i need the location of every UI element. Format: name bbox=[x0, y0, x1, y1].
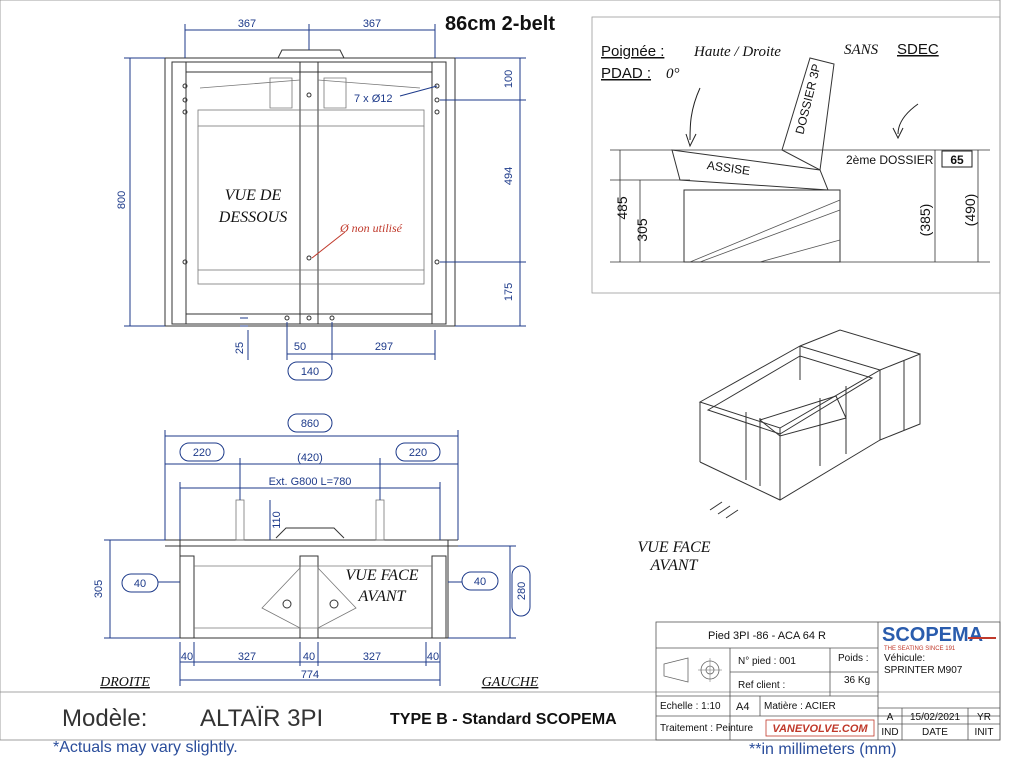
model-label: Modèle: bbox=[62, 705, 148, 732]
pdad-label: PDAD : bbox=[601, 65, 652, 82]
revision: A bbox=[886, 712, 894, 723]
revision-date: 15/02/2021 bbox=[909, 712, 961, 723]
dim-25: 25 bbox=[234, 341, 246, 355]
note-units: **in millimeters (mm) bbox=[749, 741, 897, 758]
foot-number: N° pied : 001 bbox=[738, 656, 796, 667]
dim-297: 297 bbox=[374, 341, 394, 353]
col-init: INIT bbox=[974, 727, 994, 738]
bottom-dim-40-b: 40 bbox=[302, 651, 316, 663]
unused-hole-callout: Ø non utilisé bbox=[340, 221, 402, 235]
dim-220-right: 220 bbox=[408, 447, 428, 459]
dim-860: 860 bbox=[300, 418, 320, 430]
top-view-title-2: DESSOUS bbox=[218, 209, 288, 226]
top-view bbox=[116, 18, 526, 380]
col-date: DATE bbox=[922, 727, 948, 738]
ext-length: Ext. G800 L=780 bbox=[268, 476, 352, 488]
title-block bbox=[656, 622, 1000, 740]
dim-774: 774 bbox=[300, 669, 320, 681]
paper-format: A4 bbox=[736, 701, 750, 713]
client-ref: Ref client : bbox=[738, 680, 786, 691]
poignee-label: Poignée : bbox=[601, 43, 665, 60]
poignee-value: Haute / Droite bbox=[694, 44, 781, 60]
dim-175: 175 bbox=[503, 282, 515, 302]
front-view bbox=[93, 414, 539, 690]
height-385: (385) bbox=[917, 203, 933, 237]
dim-50: 50 bbox=[293, 341, 307, 353]
dim-305: 305 bbox=[93, 579, 105, 599]
dim-110: 110 bbox=[271, 511, 283, 529]
dim-367-left: 367 bbox=[237, 18, 257, 30]
top-view-title-1: VUE DE bbox=[224, 187, 282, 204]
dim-367-right: 367 bbox=[362, 18, 382, 30]
material: Matière : ACIER bbox=[764, 701, 836, 712]
vehicle-value: SPRINTER M907 bbox=[884, 665, 963, 676]
brand-tagline: THE SEATING SINCE 191 bbox=[884, 646, 956, 652]
dossier-label: DOSSIER 3P bbox=[792, 62, 824, 136]
weight-label: Poids : bbox=[838, 653, 869, 664]
height-485: 485 bbox=[614, 196, 630, 220]
vehicle-label: Véhicule: bbox=[884, 653, 926, 664]
second-dossier-value: 65 bbox=[950, 153, 964, 167]
bottom-dim-40-a: 40 bbox=[180, 651, 194, 663]
scale: Echelle : 1:10 bbox=[660, 701, 721, 712]
bottom-dim-327-a: 327 bbox=[237, 651, 257, 663]
side-view bbox=[592, 17, 1000, 293]
dim-40-left: 40 bbox=[133, 578, 147, 590]
dim-100: 100 bbox=[503, 69, 515, 89]
dim-420: (420) bbox=[297, 452, 323, 464]
second-dossier-label: 2ème DOSSIER bbox=[846, 153, 934, 167]
front-view-title-1: VUE FACE bbox=[345, 567, 419, 584]
dim-494: 494 bbox=[503, 166, 515, 186]
type-label: TYPE B - Standard SCOPEMA bbox=[390, 711, 617, 728]
model-value: ALTAÏR 3PI bbox=[200, 705, 324, 732]
iso-view bbox=[700, 330, 920, 518]
treatment: Traitement : Peinture bbox=[660, 723, 754, 734]
iso-view-title-1: VUE FACE bbox=[637, 539, 711, 556]
dim-40-right: 40 bbox=[473, 576, 487, 588]
dim-800: 800 bbox=[116, 190, 128, 210]
watermark: VANEVOLVE.COM bbox=[772, 723, 868, 735]
dim-280: 280 bbox=[516, 581, 528, 601]
height-305: 305 bbox=[634, 218, 650, 242]
gauche-label: GAUCHE bbox=[481, 675, 539, 690]
dim-220-left: 220 bbox=[192, 447, 212, 459]
height-490: (490) bbox=[962, 193, 978, 227]
part-reference: Pied 3PI -86 - ACA 64 R bbox=[707, 630, 827, 642]
assise-label: ASSISE bbox=[706, 158, 751, 178]
drawing-title: 86cm 2-belt bbox=[444, 13, 556, 35]
droite-label: DROITE bbox=[100, 675, 150, 690]
sans-label: SANS bbox=[844, 42, 879, 58]
note-actuals: *Actuals may vary slightly. bbox=[53, 739, 238, 756]
brand-logo: SCOPEMA bbox=[882, 624, 984, 646]
front-view-title-2: AVANT bbox=[358, 588, 406, 605]
revision-author: YR bbox=[977, 712, 991, 723]
bottom-dim-40-c: 40 bbox=[426, 651, 440, 663]
weight-value: 36 Kg bbox=[844, 675, 871, 686]
sdec-label: SDEC bbox=[897, 41, 939, 58]
pdad-value: 0° bbox=[666, 66, 680, 82]
holes-callout: 7 x Ø12 bbox=[354, 93, 393, 105]
dim-140: 140 bbox=[300, 366, 320, 378]
bottom-dim-327-b: 327 bbox=[362, 651, 382, 663]
col-ind: IND bbox=[881, 727, 899, 738]
iso-view-title-2: AVANT bbox=[650, 557, 698, 574]
